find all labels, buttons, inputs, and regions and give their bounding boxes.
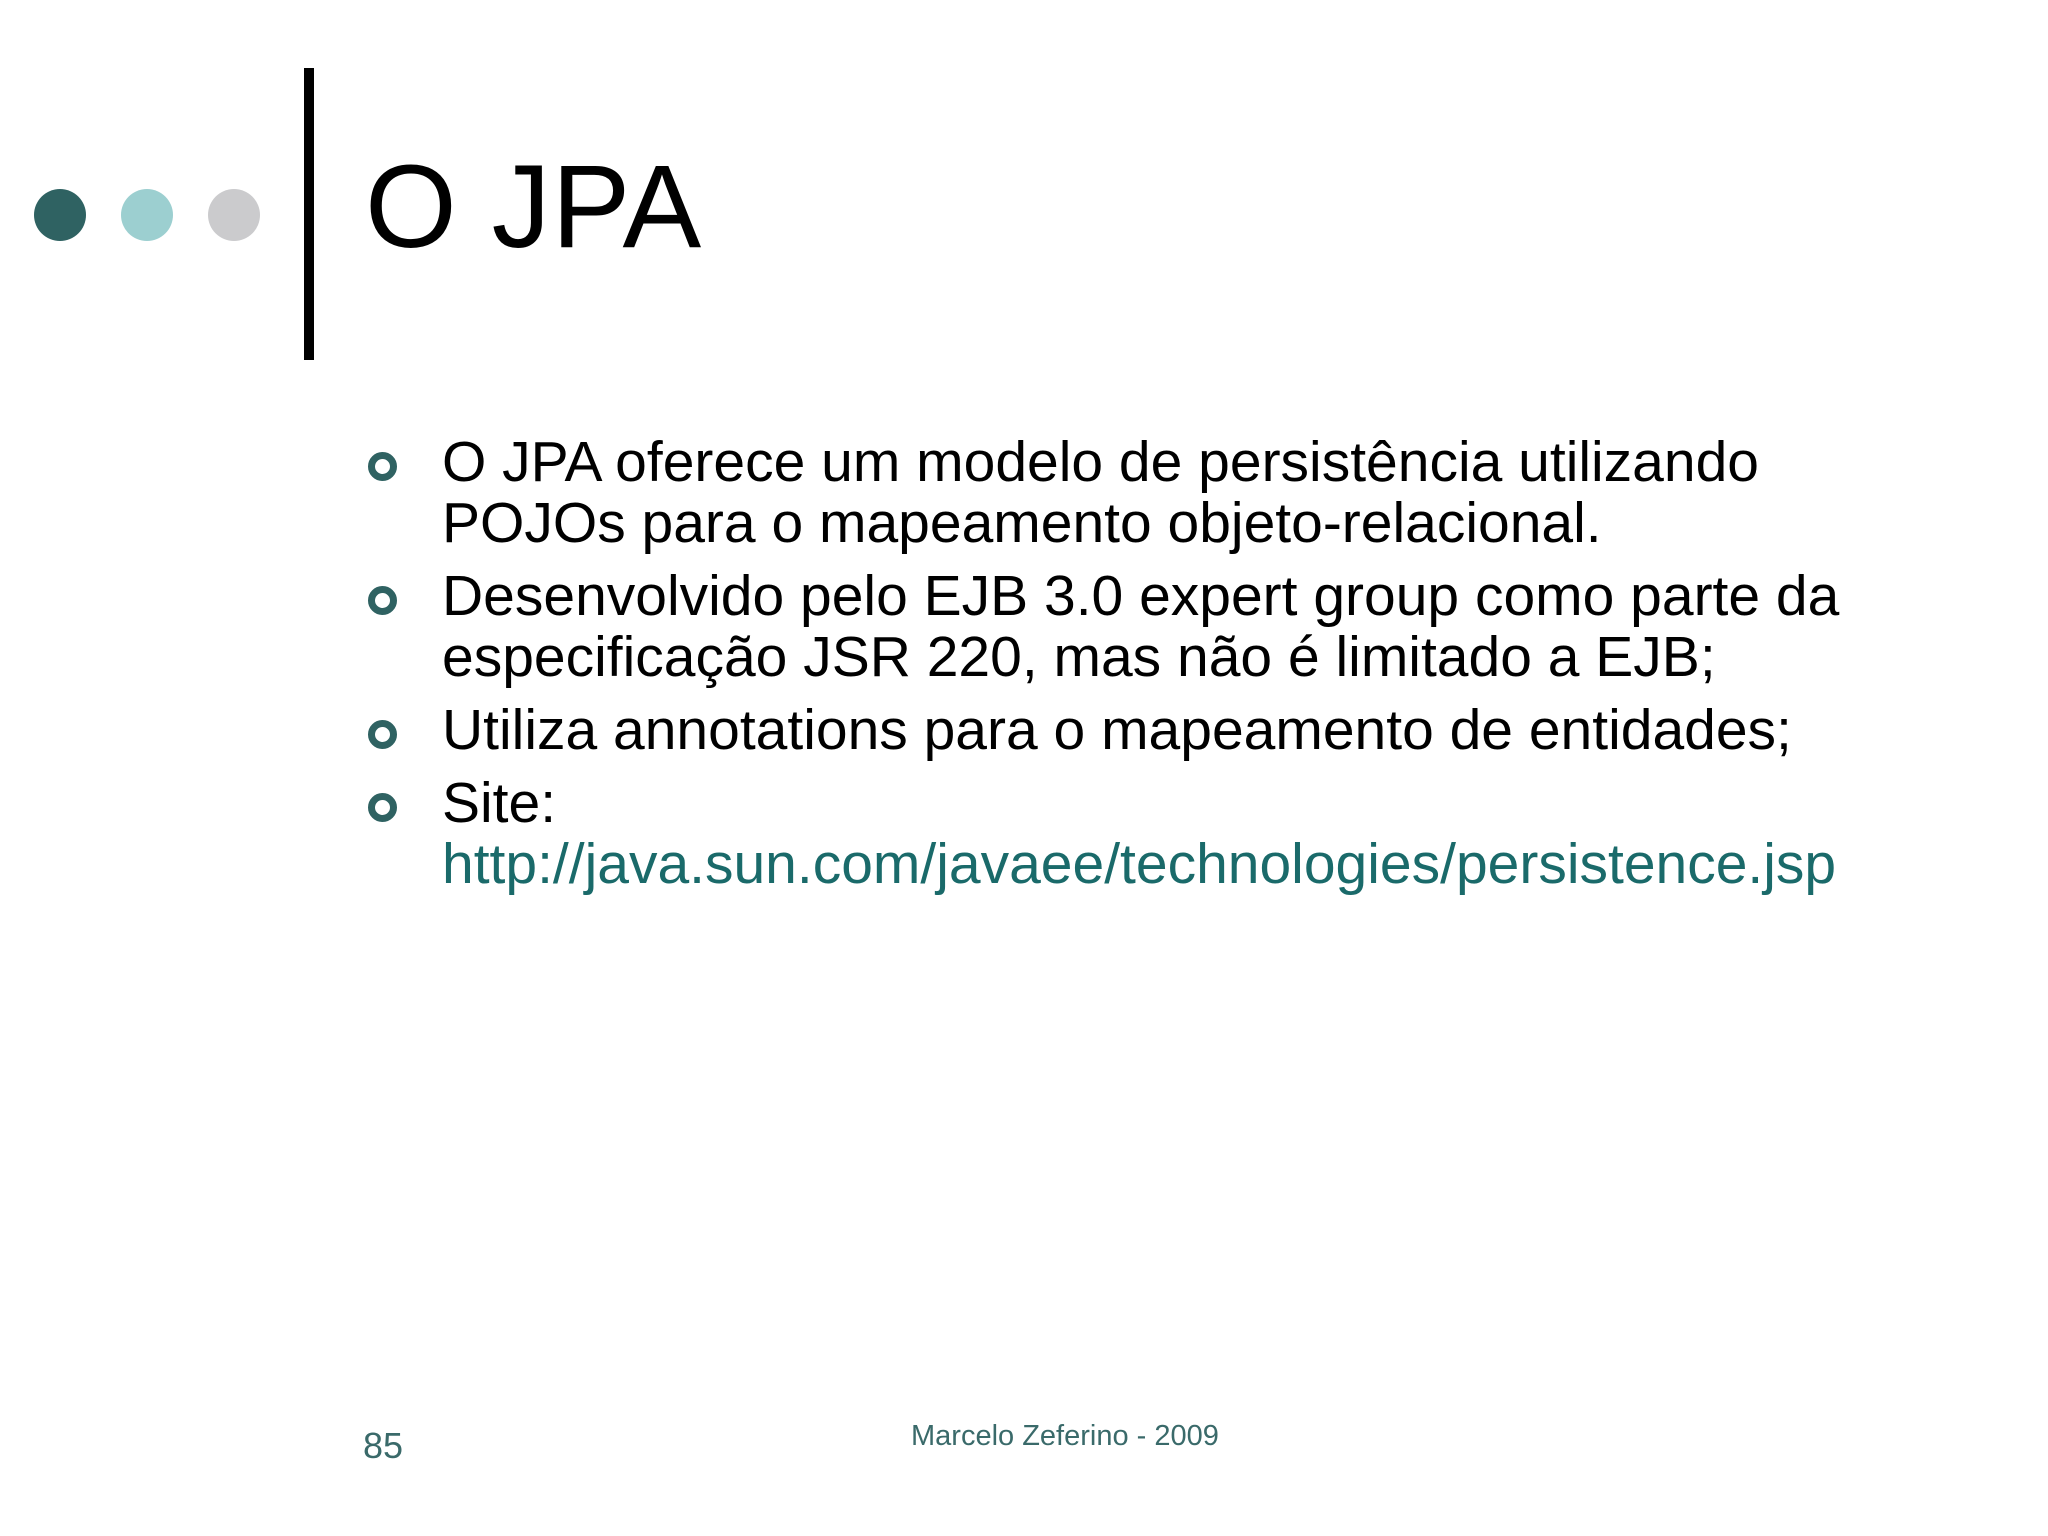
bullet-item [365,566,1925,688]
bullet-circle-icon [368,793,397,822]
bullet-text: Site: [442,771,557,835]
slide-title: O JPA [365,141,703,273]
bullet-text: O JPA oferece um modelo de persistência utilizando POJOs para o mapeamento objeto-relacional. [442,430,1759,555]
bullet-circle-icon [368,452,397,481]
bullet-item [365,773,1925,895]
bullet-circle-icon [368,720,397,749]
site-link[interactable]: http://java.sun.com/javaee/technologies/persistence.jsp [442,832,1837,896]
bullet-circle-icon [368,586,397,615]
decorative-dot-gray-icon [208,189,260,241]
bullet-text: Desenvolvido pelo EJB 3.0 expert group como parte da especificação JSR 220, mas não é limitado a EJB; [442,564,1840,689]
bullet-text: Utiliza annotations para o mapeamento de entidades; [442,698,1792,762]
bullet-list [365,432,1925,907]
bullet-item [365,432,1925,554]
decorative-dot-light-icon [121,189,173,241]
bullet-item [365,700,1925,761]
title-divider-bar [304,68,314,360]
decorative-dot-dark-icon [34,189,86,241]
page-number: 85 [363,1425,404,1466]
footer-author: Marcelo Zeferino - 2009 [911,1420,1219,1452]
